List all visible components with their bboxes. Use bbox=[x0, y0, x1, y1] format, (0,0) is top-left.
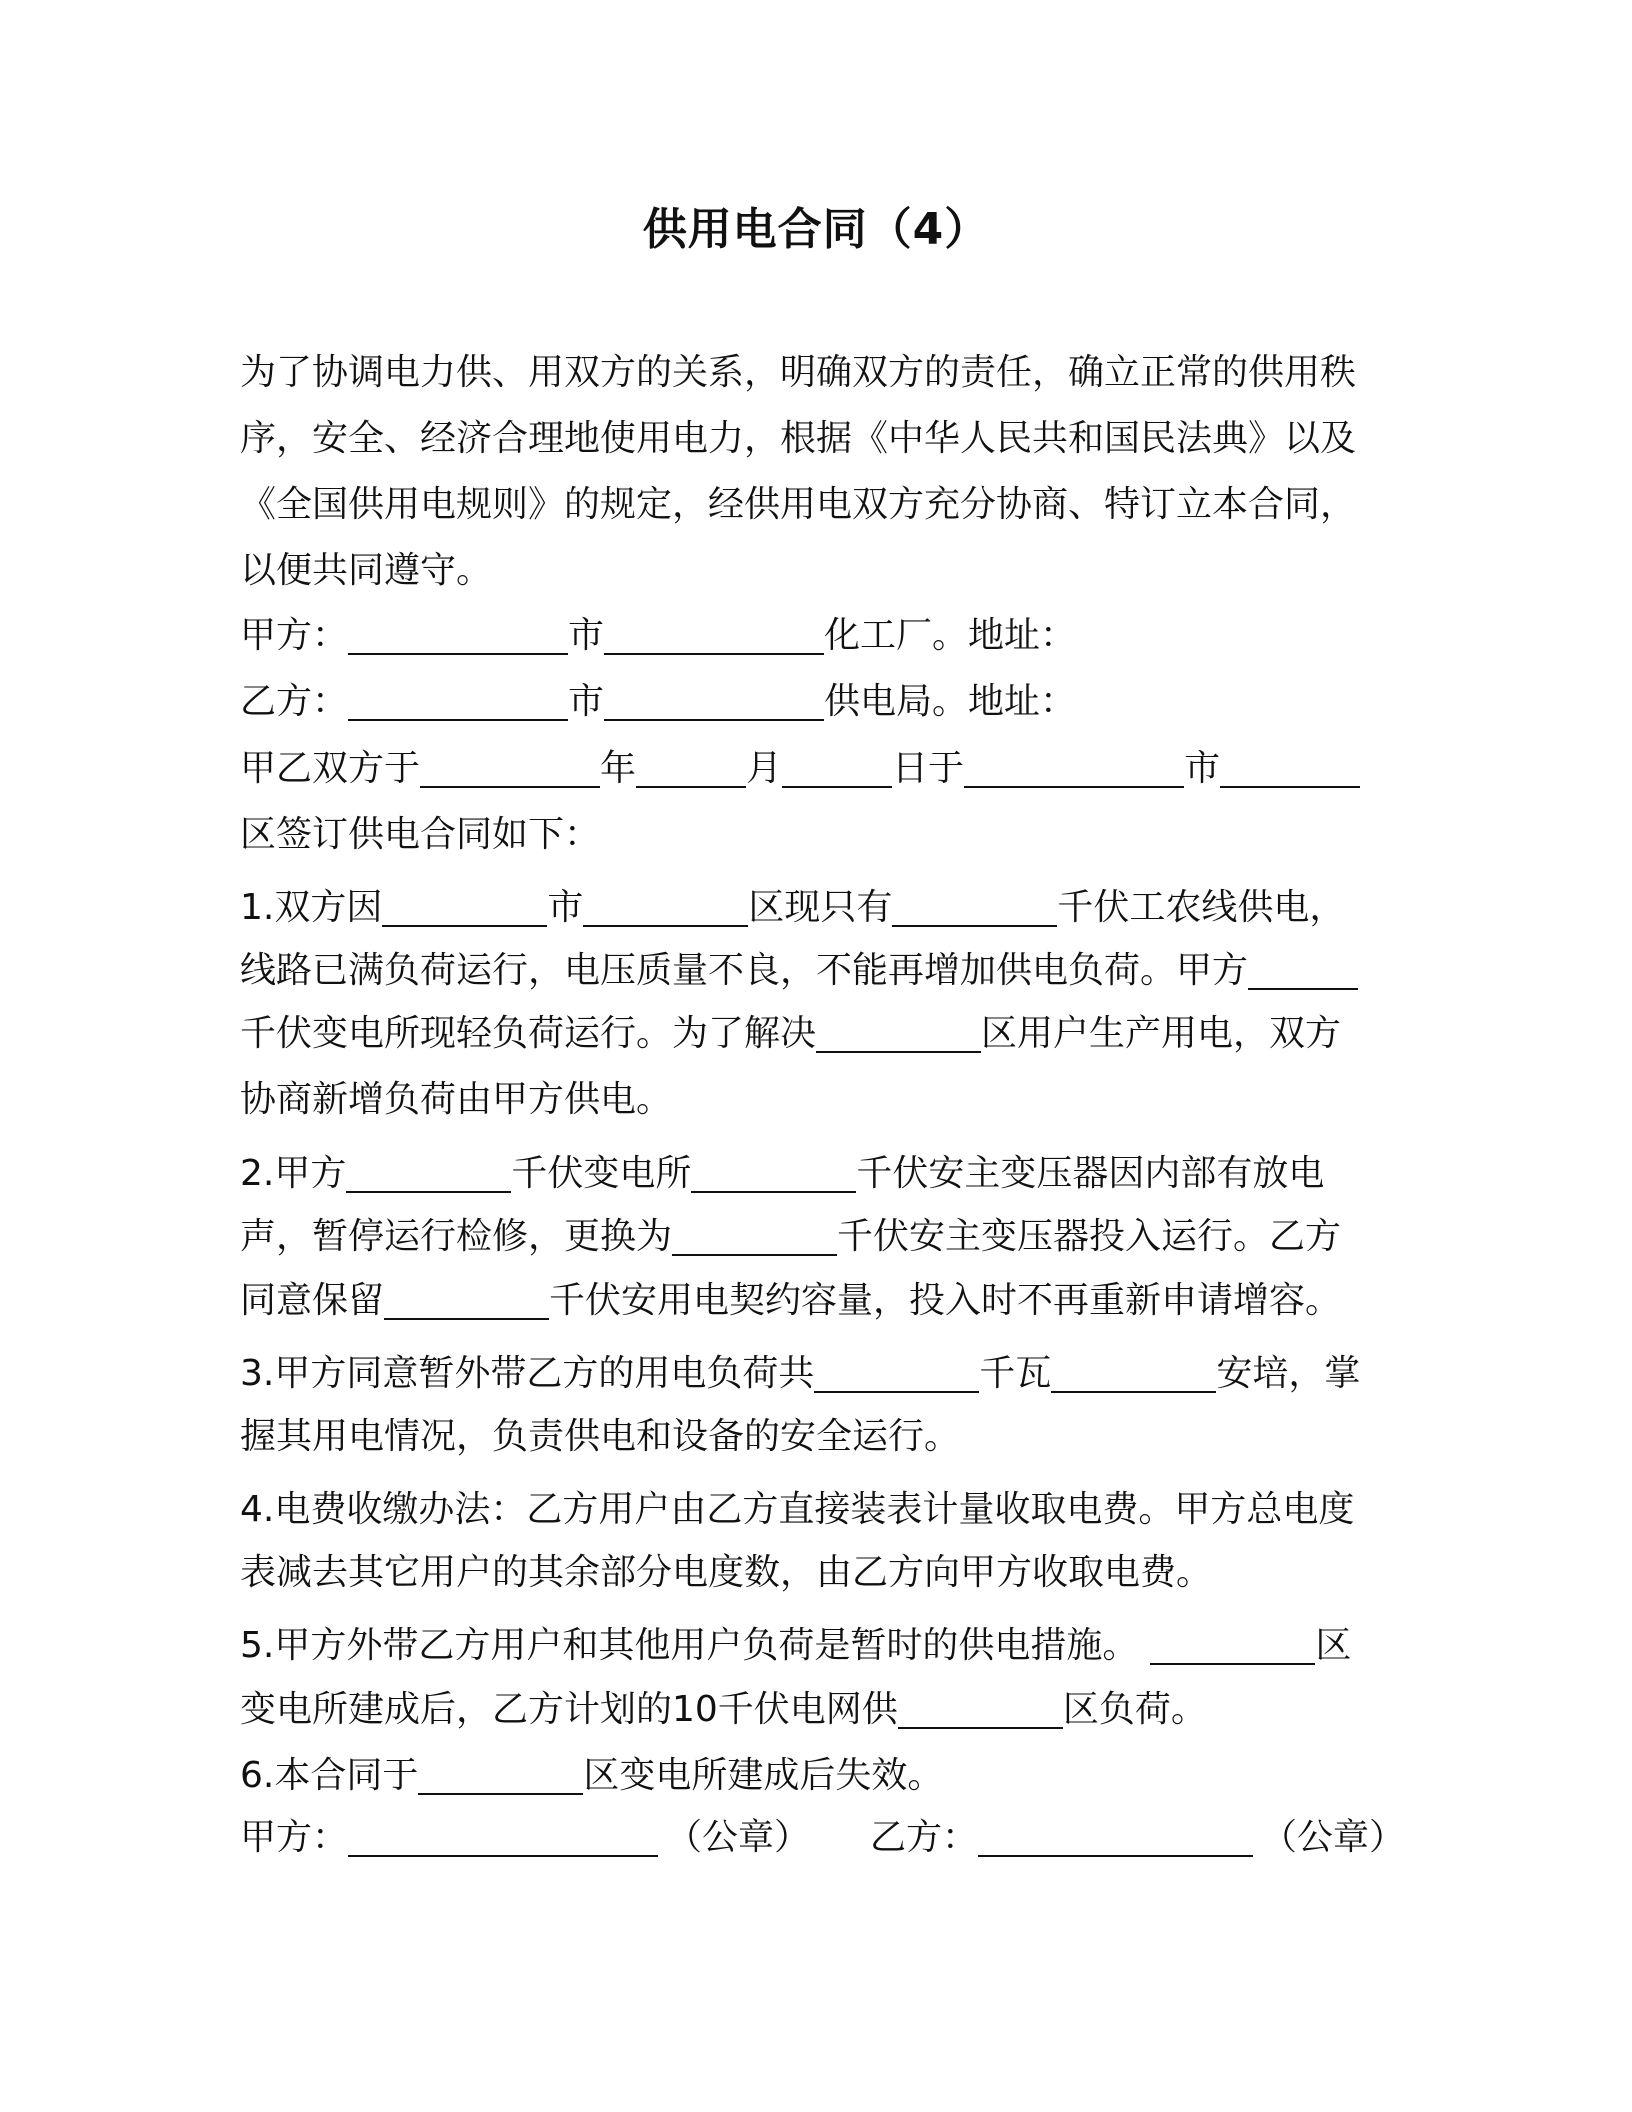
clause-1-line-3: 千伏变电所现轻负荷运行。为了解决 区用户生产用电，双方 bbox=[240, 1013, 1342, 1054]
clause-1-line-4: 协商新增负荷由甲方供电。 bbox=[240, 1079, 673, 1120]
clause-2-blank-3[interactable] bbox=[672, 1214, 837, 1256]
party-b-name-blank[interactable] bbox=[604, 679, 824, 721]
intro-paragraph: 为了协调电力供、用双方的关系，明确双方的责任，确立正常的供用秩序，安全、经济合理地使用电力，根据《中华人民共和国民法典》以及《全国供用电规则》的规定，经供用电双方充分协商、特订立本合同，以便共同遵守。 bbox=[240, 352, 1357, 591]
clause-3-blank-2[interactable] bbox=[1051, 1351, 1216, 1393]
clause-2-blank-2[interactable] bbox=[691, 1151, 856, 1193]
clause-4-line-1: 4.电费收缴办法：乙方用户由乙方直接装表计量收取电费。甲方总电度 bbox=[240, 1489, 1355, 1530]
clause-4-line-2: 表减去其它用户的其余部分电度数，由乙方向甲方收取电费。 bbox=[240, 1552, 1213, 1593]
clause-1-blank-4[interactable] bbox=[1248, 948, 1358, 990]
party-a-city-blank[interactable] bbox=[348, 613, 568, 655]
clause-3-blank-1[interactable] bbox=[814, 1351, 979, 1393]
party-b-city-blank[interactable] bbox=[348, 679, 568, 721]
clause-6-line-1: 6.本合同于 区变电所建成后失效。 bbox=[240, 1755, 944, 1796]
signing-date-line: 甲乙双方于 年 月 日于 市 bbox=[240, 739, 1390, 799]
party-a-seal-label: （公章） bbox=[666, 1817, 811, 1858]
party-b-signature-blank[interactable] bbox=[978, 1815, 1253, 1857]
clause-1-blank-5[interactable] bbox=[816, 1011, 981, 1053]
clause-2-line-1: 2.甲方 千伏变电所 千伏安主变压器因内部有放电 bbox=[240, 1153, 1325, 1194]
clause-2-blank-1[interactable] bbox=[346, 1151, 511, 1193]
clause-6-blank-1[interactable] bbox=[418, 1753, 583, 1795]
clause-2-blank-4[interactable] bbox=[384, 1278, 549, 1320]
clause-5-line-1: 5.甲方外带乙方用户和其他用户负荷是暂时的供电措施。 区 bbox=[240, 1625, 1352, 1666]
signature-line: 甲方： （公章） 乙方： （公章） bbox=[240, 1817, 1406, 1858]
clause-5-blank-1[interactable] bbox=[1150, 1623, 1315, 1665]
year-blank[interactable] bbox=[420, 746, 600, 788]
clause-1-blank-1[interactable] bbox=[382, 885, 547, 927]
clause-1-line-1: 1.双方因 市 区现只有 千伏工农线供电， bbox=[240, 887, 1346, 928]
party-b-line: 乙方： 市 供电局。地址： bbox=[240, 681, 1077, 722]
clause-2-line-3: 同意保留 千伏安用电契约容量，投入时不再重新申请增容。 bbox=[240, 1280, 1342, 1321]
party-b-seal-label: （公章） bbox=[1261, 1817, 1406, 1858]
party-a-line: 甲方： 市 化工厂。地址： bbox=[240, 615, 1077, 656]
clause-3-line-1: 3.甲方同意暂外带乙方的用电负荷共 千瓦 安培，掌 bbox=[240, 1353, 1361, 1394]
document-title: 供用电合同（4） bbox=[642, 204, 990, 255]
day-blank[interactable] bbox=[782, 746, 892, 788]
party-a-name-blank[interactable] bbox=[604, 613, 824, 655]
clause-2-line-2: 声，暂停运行检修，更换为 千伏安主变压器投入运行。乙方 bbox=[240, 1216, 1342, 1257]
signing-district-blank[interactable] bbox=[1220, 746, 1360, 788]
clause-1-blank-3[interactable] bbox=[892, 885, 1057, 927]
month-blank[interactable] bbox=[636, 746, 746, 788]
party-a-signature-blank[interactable] bbox=[348, 1815, 658, 1857]
clause-5-line-2: 变电所建成后，乙方计划的10千伏电网供 区负荷。 bbox=[240, 1689, 1207, 1730]
clause-1-line-2: 线路已满负荷运行，电压质量不良，不能再增加供电负荷。甲方 bbox=[240, 941, 1390, 1001]
clause-3-line-2: 握其用电情况，负责供电和设备的安全运行。 bbox=[240, 1416, 961, 1457]
clause-5-blank-2[interactable] bbox=[898, 1687, 1063, 1729]
clause-1-blank-2[interactable] bbox=[583, 885, 748, 927]
signing-line-2: 区签订供电合同如下： bbox=[240, 814, 601, 855]
signing-city-blank[interactable] bbox=[964, 746, 1184, 788]
